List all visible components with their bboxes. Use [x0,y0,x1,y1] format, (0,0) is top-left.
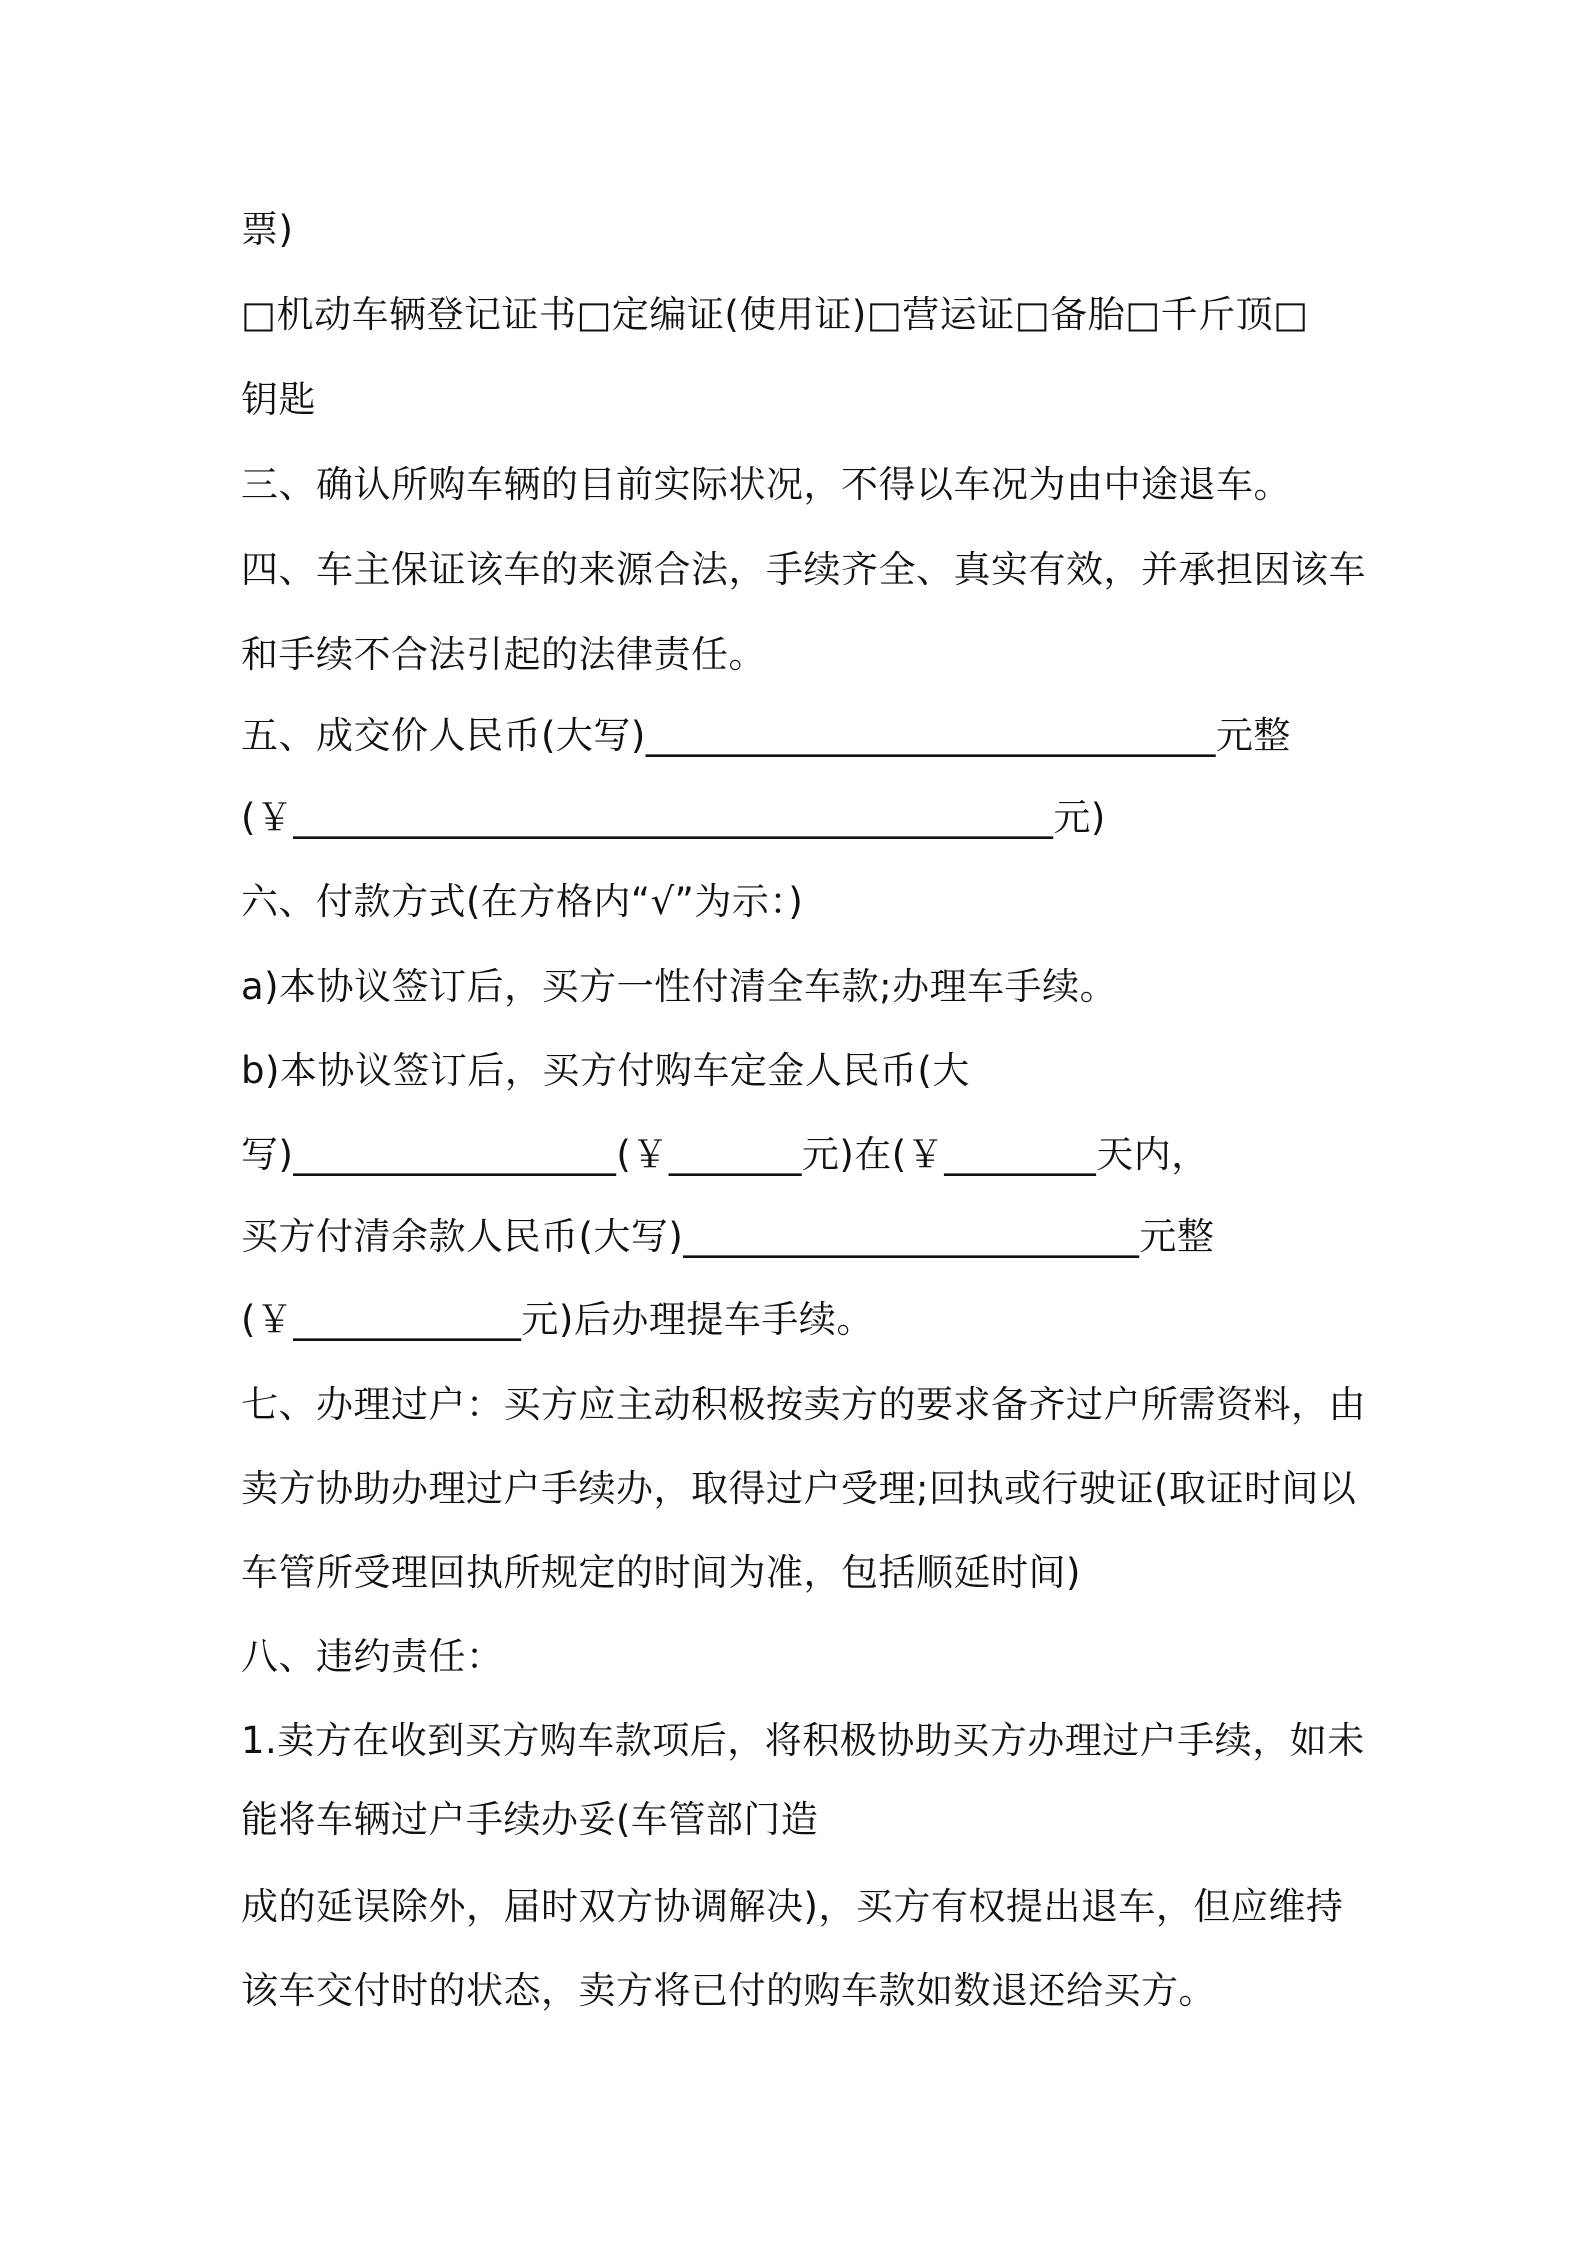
text-line-key: 钥匙 [241,378,316,421]
clause-6-option-b-line-3: 买方付清余款人民币(大写)________________________元整 [241,1215,1215,1258]
clause-8-item-1-line-3: 成的延误除外，届时双方协调解决)，买方有权提出退车，但应维持 [241,1885,1344,1928]
clause-5-price-words: 五、成交价人民币(大写)______________________________元整 [241,714,1291,757]
clause-7-line-2: 卖方协助办理过户手续办，取得过户受理;回执或行驶证(取证时间以 [241,1467,1357,1510]
clause-3: 三、确认所购车辆的目前实际状况，不得以车况为由中途退车。 [241,463,1291,506]
text-line-ticket-end: 票) [241,208,294,251]
clause-4-line-1: 四、车主保证该车的来源合法，手续齐全、真实有效，并承担因该车 [241,548,1366,591]
clause-6-option-b-line-4: (￥____________元)后办理提车手续。 [241,1298,874,1341]
clause-7-line-1: 七、办理过户：买方应主动积极按卖方的要求备齐过户所需资料，由 [241,1383,1366,1426]
clause-4-line-2: 和手续不合法引起的法律责任。 [241,633,766,676]
clause-6-option-b-line-1: b)本协议签订后，买方付购车定金人民币(大 [241,1049,970,1092]
clause-5-price-figures: (￥________________________________________元) [241,796,1106,839]
clause-8-item-1-line-2: 能将车辆过户手续办妥(车管部门造 [241,1798,819,1841]
clause-6-option-b-line-2: 写)_________________(￥_______元)在(￥________天内， [241,1133,1209,1176]
clause-7-line-3: 车管所受理回执所规定的时间为准，包括顺延时间) [241,1551,1081,1594]
text-line-checklist: □机动车辆登记证书□定编证(使用证)□营运证□备胎□千斤顶□ [241,293,1309,336]
clause-6-option-a: a)本协议签订后，买方一性付清全车款;办理车手续。 [241,965,1118,1008]
clause-6-payment-method: 六、付款方式(在方格内“√”为示：) [241,880,804,923]
clause-8-item-1-line-1: 1.卖方在收到买方购车款项后，将积极协助买方办理过户手续，如未 [241,1719,1365,1762]
clause-8-item-1-line-4: 该车交付时的状态，卖方将已付的购车款如数退还给买方。 [241,1969,1216,2012]
clause-8-heading: 八、违约责任： [241,1635,504,1678]
